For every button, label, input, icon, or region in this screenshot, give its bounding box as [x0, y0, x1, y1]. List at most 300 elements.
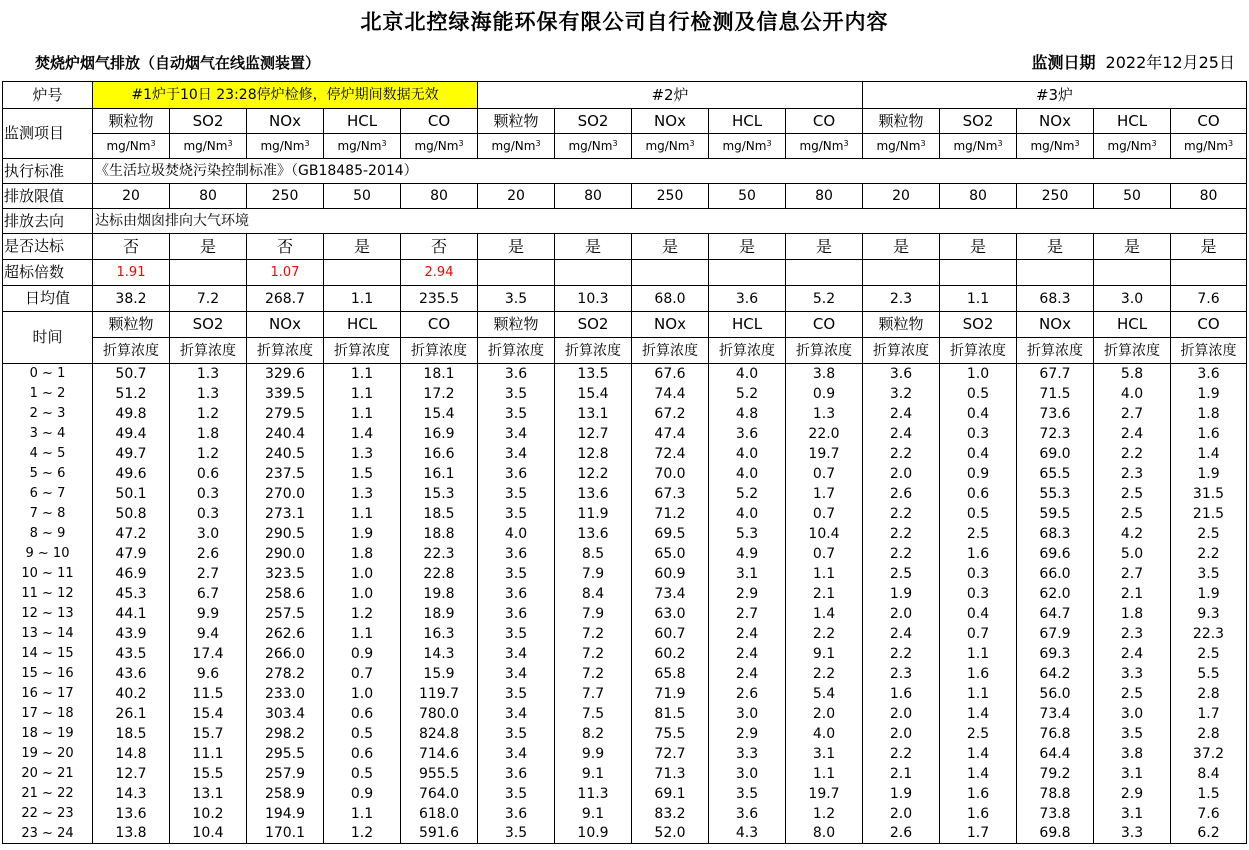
hour-range: 16 ~ 17 — [3, 684, 93, 704]
hourly-value: 3.4 — [478, 704, 555, 724]
hourly-value: 258.6 — [247, 584, 324, 604]
hourly-value: 1.6 — [940, 664, 1017, 684]
hourly-value: 2.0 — [863, 704, 940, 724]
exceed-value — [940, 260, 1017, 286]
hourly-value: 303.4 — [247, 704, 324, 724]
hourly-value: 0.7 — [786, 504, 863, 524]
unit-text: mg/Nm — [876, 139, 921, 153]
furnace-2-header: #2炉 — [478, 82, 863, 109]
hourly-value: 0.3 — [170, 504, 247, 524]
converted-label: 折算浓度 — [478, 338, 555, 364]
hourly-value: 3.5 — [709, 784, 786, 804]
hourly-value: 17.2 — [401, 384, 478, 404]
hourly-value: 237.5 — [247, 464, 324, 484]
hourly-value: 240.5 — [247, 444, 324, 464]
hourly-value: 4.2 — [1094, 524, 1171, 544]
hour-range: 4 ~ 5 — [3, 444, 93, 464]
daily-avg-value: 1.1 — [324, 286, 401, 312]
hourly-value: 2.4 — [709, 644, 786, 664]
compliant-value: 是 — [1017, 234, 1094, 260]
hourly-value: 5.3 — [709, 524, 786, 544]
hourly-value: 2.0 — [863, 724, 940, 744]
hourly-value: 9.1 — [555, 764, 632, 784]
hourly-value: 5.8 — [1094, 364, 1171, 384]
label-furnace: 炉号 — [3, 82, 93, 109]
exceed-value — [632, 260, 709, 286]
hourly-value: 72.7 — [632, 744, 709, 764]
hourly-value: 7.2 — [555, 624, 632, 644]
hourly-value: 3.5 — [478, 384, 555, 404]
hourly-value: 1.1 — [324, 624, 401, 644]
hourly-value: 2.6 — [709, 684, 786, 704]
hourly-value: 2.7 — [709, 604, 786, 624]
hourly-value: 60.7 — [632, 624, 709, 644]
compliant-value: 是 — [709, 234, 786, 260]
hourly-value: 1.9 — [863, 584, 940, 604]
hourly-value: 1.0 — [324, 684, 401, 704]
hourly-value: 1.2 — [324, 604, 401, 624]
hourly-value: 1.3 — [170, 364, 247, 384]
hourly-value: 1.0 — [324, 584, 401, 604]
hourly-value: 0.3 — [940, 424, 1017, 444]
hourly-value: 1.3 — [170, 384, 247, 404]
hourly-value: 4.0 — [786, 724, 863, 744]
monitoring-date — [1032, 50, 1235, 73]
hourly-value: 10.9 — [555, 824, 632, 844]
hour-range: 10 ~ 11 — [3, 564, 93, 584]
hourly-value: 266.0 — [247, 644, 324, 664]
hourly-value: 0.5 — [940, 504, 1017, 524]
time-item-header: HCL — [1094, 312, 1171, 338]
hourly-value: 50.1 — [93, 484, 170, 504]
converted-label: 折算浓度 — [709, 338, 786, 364]
hourly-value: 22.3 — [1171, 624, 1247, 644]
hourly-value: 69.5 — [632, 524, 709, 544]
hourly-value: 67.6 — [632, 364, 709, 384]
hourly-value: 21.5 — [1171, 504, 1247, 524]
hour-range: 20 ~ 21 — [3, 764, 93, 784]
hourly-value: 0.3 — [170, 484, 247, 504]
hourly-value: 7.5 — [555, 704, 632, 724]
converted-label: 折算浓度 — [324, 338, 401, 364]
hourly-value: 2.0 — [786, 704, 863, 724]
hourly-value: 18.8 — [401, 524, 478, 544]
time-item-header: HCL — [709, 312, 786, 338]
compliant-value: 是 — [940, 234, 1017, 260]
hourly-value: 0.5 — [940, 384, 1017, 404]
hourly-value: 3.4 — [478, 644, 555, 664]
hourly-value: 2.5 — [863, 564, 940, 584]
hourly-value: 16.6 — [401, 444, 478, 464]
hourly-value: 3.5 — [478, 724, 555, 744]
limit-value: 250 — [632, 184, 709, 209]
daily-avg-value: 3.0 — [1094, 286, 1171, 312]
hourly-value: 71.5 — [1017, 384, 1094, 404]
hourly-value: 8.0 — [786, 824, 863, 844]
compliant-value: 是 — [1094, 234, 1171, 260]
hourly-value: 2.3 — [1094, 464, 1171, 484]
hourly-value: 1.0 — [940, 364, 1017, 384]
limit-value: 80 — [940, 184, 1017, 209]
hourly-value: 9.4 — [170, 624, 247, 644]
time-item-header: SO2 — [170, 312, 247, 338]
compliant-value: 是 — [863, 234, 940, 260]
hourly-value: 73.4 — [1017, 704, 1094, 724]
item-header: HCL — [709, 109, 786, 134]
hourly-value: 37.2 — [1171, 744, 1247, 764]
hourly-value: 69.6 — [1017, 544, 1094, 564]
time-item-header: 颗粒物 — [478, 312, 555, 338]
unit-text: mg/Nm — [337, 139, 382, 153]
hourly-value: 0.9 — [940, 464, 1017, 484]
daily-avg-value: 268.7 — [247, 286, 324, 312]
hourly-value: 3.2 — [863, 384, 940, 404]
hourly-value: 2.3 — [1094, 624, 1171, 644]
hour-range: 5 ~ 6 — [3, 464, 93, 484]
hourly-value: 2.4 — [863, 424, 940, 444]
hourly-value: 13.6 — [555, 524, 632, 544]
unit-text: mg/Nm — [953, 139, 998, 153]
hourly-value: 19.7 — [786, 784, 863, 804]
limit-value: 50 — [709, 184, 786, 209]
hourly-value: 2.5 — [1094, 504, 1171, 524]
unit-superscript: 3 — [766, 139, 772, 148]
hourly-value: 2.1 — [786, 584, 863, 604]
hourly-value: 2.5 — [1094, 684, 1171, 704]
hourly-value: 0.9 — [324, 644, 401, 664]
hourly-value: 714.6 — [401, 744, 478, 764]
hourly-value: 2.9 — [1094, 784, 1171, 804]
hourly-value: 3.0 — [709, 704, 786, 724]
limit-value: 80 — [401, 184, 478, 209]
item-header: 颗粒物 — [93, 109, 170, 134]
hourly-value: 14.8 — [93, 744, 170, 764]
hourly-value: 3.3 — [709, 744, 786, 764]
hourly-value: 1.6 — [863, 684, 940, 704]
hourly-value: 12.8 — [555, 444, 632, 464]
item-header: SO2 — [940, 109, 1017, 134]
hourly-value: 273.1 — [247, 504, 324, 524]
exceed-value — [170, 260, 247, 286]
hourly-value: 2.6 — [863, 484, 940, 504]
hourly-value: 69.8 — [1017, 824, 1094, 844]
hourly-value: 3.1 — [786, 744, 863, 764]
item-header: NOx — [247, 109, 324, 134]
hourly-value: 64.7 — [1017, 604, 1094, 624]
hourly-value: 18.5 — [401, 504, 478, 524]
hourly-value: 71.3 — [632, 764, 709, 784]
hour-range: 17 ~ 18 — [3, 704, 93, 724]
hourly-value: 2.5 — [1094, 484, 1171, 504]
unit-text: mg/Nm — [106, 139, 151, 153]
hourly-value: 11.5 — [170, 684, 247, 704]
label-exceed: 超标倍数 — [3, 260, 93, 286]
label-daily-avg: 日均值 — [3, 286, 93, 312]
hourly-value: 3.6 — [709, 424, 786, 444]
unit-text: mg/Nm — [1183, 139, 1228, 153]
item-header: CO — [786, 109, 863, 134]
hourly-value: 4.0 — [709, 504, 786, 524]
hourly-value: 14.3 — [93, 784, 170, 804]
hourly-value: 18.5 — [93, 724, 170, 744]
daily-avg-value: 3.5 — [478, 286, 555, 312]
hourly-value: 73.4 — [632, 584, 709, 604]
hourly-value: 7.2 — [555, 664, 632, 684]
hourly-value: 0.4 — [940, 444, 1017, 464]
daily-avg-value: 1.1 — [940, 286, 1017, 312]
hour-range: 3 ~ 4 — [3, 424, 93, 444]
hourly-value: 43.9 — [93, 624, 170, 644]
hourly-value: 5.2 — [709, 484, 786, 504]
hourly-value: 339.5 — [247, 384, 324, 404]
converted-label: 折算浓度 — [940, 338, 1017, 364]
hourly-value: 2.2 — [863, 444, 940, 464]
hourly-value: 15.3 — [401, 484, 478, 504]
hourly-value: 2.4 — [1094, 424, 1171, 444]
hourly-value: 22.8 — [401, 564, 478, 584]
hourly-value: 51.2 — [93, 384, 170, 404]
daily-avg-value: 235.5 — [401, 286, 478, 312]
hourly-value: 2.7 — [1094, 404, 1171, 424]
hourly-value: 2.0 — [863, 464, 940, 484]
hourly-value: 67.2 — [632, 404, 709, 424]
hourly-value: 18.9 — [401, 604, 478, 624]
converted-label: 折算浓度 — [93, 338, 170, 364]
hourly-value: 64.4 — [1017, 744, 1094, 764]
hourly-value: 1.5 — [324, 464, 401, 484]
hourly-value: 170.1 — [247, 824, 324, 844]
hourly-value: 44.1 — [93, 604, 170, 624]
hourly-value: 40.2 — [93, 684, 170, 704]
limit-value: 20 — [863, 184, 940, 209]
unit-text: mg/Nm — [799, 139, 844, 153]
item-header: HCL — [324, 109, 401, 134]
hourly-value: 257.9 — [247, 764, 324, 784]
hourly-value: 2.2 — [863, 524, 940, 544]
hourly-value: 1.9 — [324, 524, 401, 544]
hourly-value: 233.0 — [247, 684, 324, 704]
hourly-value: 1.6 — [940, 784, 1017, 804]
unit-text: mg/Nm — [260, 139, 305, 153]
hourly-value: 2.1 — [863, 764, 940, 784]
hourly-value: 2.3 — [863, 664, 940, 684]
hourly-value: 591.6 — [401, 824, 478, 844]
exceed-value — [1171, 260, 1247, 286]
hourly-value: 3.6 — [1171, 364, 1247, 384]
hourly-value: 1.1 — [324, 504, 401, 524]
hourly-value: 9.9 — [170, 604, 247, 624]
hourly-value: 3.5 — [478, 504, 555, 524]
unit-cell — [170, 134, 247, 159]
hourly-value: 1.4 — [1171, 444, 1247, 464]
hourly-value: 278.2 — [247, 664, 324, 684]
item-header: NOx — [1017, 109, 1094, 134]
hourly-value: 76.8 — [1017, 724, 1094, 744]
hourly-value: 1.3 — [786, 404, 863, 424]
standard-text: 《生活垃圾焚烧污染控制标准》（GB18485-2014） — [93, 159, 1247, 184]
hourly-value: 4.0 — [478, 524, 555, 544]
hourly-value: 52.0 — [632, 824, 709, 844]
hourly-value: 0.9 — [324, 784, 401, 804]
label-limit: 排放限值 — [3, 184, 93, 209]
hourly-value: 1.9 — [863, 784, 940, 804]
item-header: CO — [1171, 109, 1247, 134]
hourly-value: 22.3 — [401, 544, 478, 564]
hourly-value: 2.2 — [863, 504, 940, 524]
hourly-value: 2.4 — [863, 404, 940, 424]
unit-cell — [1171, 134, 1247, 159]
hourly-value: 50.7 — [93, 364, 170, 384]
hourly-value: 7.9 — [555, 604, 632, 624]
hourly-value: 329.6 — [247, 364, 324, 384]
date-label: 监测日期 — [1031, 53, 1096, 72]
hourly-value: 15.4 — [555, 384, 632, 404]
converted-label: 折算浓度 — [401, 338, 478, 364]
unit-text: mg/Nm — [183, 139, 228, 153]
hourly-value: 1.9 — [1171, 464, 1247, 484]
label-item: 监测项目 — [3, 109, 93, 159]
hourly-value: 78.8 — [1017, 784, 1094, 804]
hourly-value: 0.3 — [940, 584, 1017, 604]
hourly-value: 2.2 — [1171, 544, 1247, 564]
daily-avg-value: 7.2 — [170, 286, 247, 312]
hourly-value: 1.1 — [324, 384, 401, 404]
hourly-value: 3.1 — [1094, 764, 1171, 784]
hourly-value: 7.6 — [1171, 804, 1247, 824]
hourly-value: 290.0 — [247, 544, 324, 564]
hourly-value: 2.4 — [709, 664, 786, 684]
hour-range: 6 ~ 7 — [3, 484, 93, 504]
hourly-value: 15.5 — [170, 764, 247, 784]
hourly-value: 270.0 — [247, 484, 324, 504]
hour-range: 9 ~ 10 — [3, 544, 93, 564]
hourly-value: 67.3 — [632, 484, 709, 504]
hourly-value: 0.6 — [324, 744, 401, 764]
hourly-value: 79.2 — [1017, 764, 1094, 784]
hourly-value: 10.4 — [170, 824, 247, 844]
converted-label: 折算浓度 — [632, 338, 709, 364]
hourly-value: 257.5 — [247, 604, 324, 624]
hourly-value: 62.0 — [1017, 584, 1094, 604]
hourly-value: 1.8 — [1094, 604, 1171, 624]
hourly-value: 4.0 — [1094, 384, 1171, 404]
limit-value: 80 — [170, 184, 247, 209]
hourly-value: 9.1 — [555, 804, 632, 824]
hourly-value: 8.4 — [1171, 764, 1247, 784]
hourly-value: 1.6 — [940, 544, 1017, 564]
hourly-value: 83.2 — [632, 804, 709, 824]
hourly-value: 0.7 — [940, 624, 1017, 644]
hourly-value: 13.1 — [555, 404, 632, 424]
hourly-value: 3.5 — [1171, 564, 1247, 584]
time-item-header: HCL — [324, 312, 401, 338]
unit-text: mg/Nm — [722, 139, 767, 153]
unit-text: mg/Nm — [414, 139, 459, 153]
hourly-value: 13.5 — [555, 364, 632, 384]
unit-superscript: 3 — [689, 139, 695, 148]
hourly-value: 8.5 — [555, 544, 632, 564]
hourly-value: 2.2 — [786, 624, 863, 644]
hourly-value: 3.0 — [709, 764, 786, 784]
daily-avg-value: 3.6 — [709, 286, 786, 312]
compliant-value: 是 — [632, 234, 709, 260]
unit-cell — [1094, 134, 1171, 159]
hourly-value: 1.2 — [170, 444, 247, 464]
hourly-value: 0.7 — [324, 664, 401, 684]
hourly-value: 279.5 — [247, 404, 324, 424]
converted-label: 折算浓度 — [786, 338, 863, 364]
exceed-value — [324, 260, 401, 286]
hourly-value: 3.4 — [478, 444, 555, 464]
hourly-value: 47.9 — [93, 544, 170, 564]
hourly-value: 15.7 — [170, 724, 247, 744]
hourly-value: 1.8 — [324, 544, 401, 564]
hourly-value: 12.2 — [555, 464, 632, 484]
exceed-value: 1.91 — [93, 260, 170, 286]
item-header: NOx — [632, 109, 709, 134]
limit-value: 80 — [1171, 184, 1247, 209]
hourly-value: 4.0 — [709, 444, 786, 464]
hour-range: 23 ~ 24 — [3, 824, 93, 844]
furnace-3-header: #3炉 — [863, 82, 1247, 109]
exceed-value — [478, 260, 555, 286]
hourly-value: 3.4 — [478, 744, 555, 764]
hourly-value: 7.2 — [555, 644, 632, 664]
hourly-value: 16.9 — [401, 424, 478, 444]
item-header: CO — [401, 109, 478, 134]
hourly-value: 1.1 — [324, 404, 401, 424]
unit-cell — [478, 134, 555, 159]
unit-cell — [709, 134, 786, 159]
hourly-value: 2.5 — [940, 724, 1017, 744]
converted-label: 折算浓度 — [1171, 338, 1247, 364]
hourly-value: 65.5 — [1017, 464, 1094, 484]
destination-text: 达标由烟囱排向大气环境 — [93, 209, 1247, 234]
hourly-value: 3.6 — [478, 804, 555, 824]
hour-range: 0 ~ 1 — [3, 364, 93, 384]
hourly-value: 49.8 — [93, 404, 170, 424]
hour-range: 15 ~ 16 — [3, 664, 93, 684]
hourly-value: 2.8 — [1171, 684, 1247, 704]
hourly-value: 0.5 — [324, 764, 401, 784]
daily-avg-value: 68.0 — [632, 286, 709, 312]
unit-superscript: 3 — [1227, 139, 1234, 148]
hourly-value: 6.2 — [1171, 824, 1247, 844]
hourly-value: 1.1 — [324, 804, 401, 824]
hourly-value: 12.7 — [93, 764, 170, 784]
hourly-value: 15.4 — [401, 404, 478, 424]
hourly-value: 1.8 — [170, 424, 247, 444]
hourly-value: 1.1 — [940, 644, 1017, 664]
hourly-value: 1.4 — [940, 704, 1017, 724]
hourly-value: 5.0 — [1094, 544, 1171, 564]
hourly-value: 2.6 — [863, 824, 940, 844]
hourly-value: 50.8 — [93, 504, 170, 524]
hourly-value: 2.0 — [863, 804, 940, 824]
hourly-value: 55.3 — [1017, 484, 1094, 504]
hourly-value: 2.2 — [1094, 444, 1171, 464]
hourly-value: 47.4 — [632, 424, 709, 444]
hourly-value: 0.5 — [324, 724, 401, 744]
unit-text: mg/Nm — [1030, 139, 1075, 153]
label-compliant: 是否达标 — [3, 234, 93, 260]
hourly-value: 1.1 — [940, 684, 1017, 704]
hourly-value: 1.0 — [324, 564, 401, 584]
hourly-value: 13.8 — [93, 824, 170, 844]
daily-avg-value: 10.3 — [555, 286, 632, 312]
hourly-value: 6.7 — [170, 584, 247, 604]
daily-avg-value: 5.2 — [786, 286, 863, 312]
